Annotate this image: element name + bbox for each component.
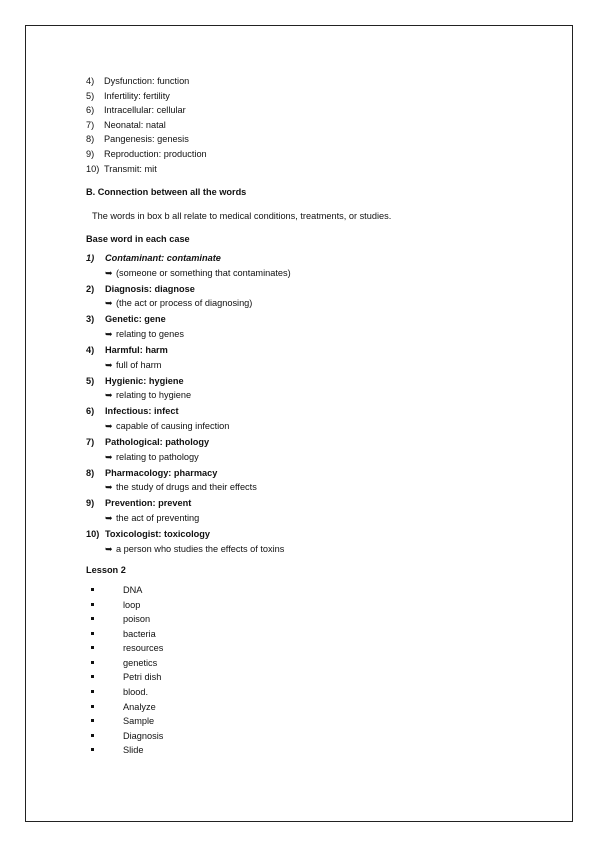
list-item: Petri dish bbox=[86, 670, 546, 685]
bullet-icon bbox=[91, 588, 94, 591]
bullet-icon bbox=[91, 748, 94, 751]
entry-definition: ➥ the study of drugs and their effects bbox=[86, 480, 546, 495]
arrow-icon: ➥ bbox=[105, 298, 113, 309]
entry-title: 10) Toxicologist: toxicology bbox=[86, 529, 210, 540]
entry-definition: ➥ (the act or process of diagnosing) bbox=[86, 296, 546, 311]
arrow-icon: ➥ bbox=[105, 267, 113, 278]
entry-title: 9) Prevention: prevent bbox=[86, 498, 192, 509]
list-item: blood. bbox=[86, 685, 546, 700]
entry-title: 4) Harmful: harm bbox=[86, 345, 168, 355]
arrow-icon: ➥ bbox=[105, 420, 113, 431]
bullet-icon bbox=[91, 675, 94, 678]
entry-definition: ➥ capable of causing infection bbox=[86, 419, 546, 434]
bullet-icon bbox=[91, 719, 94, 722]
arrow-icon: ➥ bbox=[105, 359, 113, 370]
bullet-icon bbox=[91, 617, 94, 620]
lesson-2-list bbox=[86, 583, 546, 758]
entry-definition: ➥ (someone or something that contaminates) bbox=[86, 266, 546, 281]
entry-title: 7) Pathological: pathology bbox=[86, 437, 210, 448]
base-word-entries bbox=[86, 251, 546, 556]
entry-title: 8) Pharmacology: pharmacy bbox=[86, 467, 218, 478]
entry-title: 1) Contaminant: contaminate bbox=[86, 252, 221, 263]
lesson-2-heading: Lesson 2 bbox=[86, 565, 126, 576]
arrow-icon: ➥ bbox=[105, 328, 113, 339]
word-list bbox=[86, 74, 546, 176]
arrow-icon: ➥ bbox=[105, 513, 113, 524]
list-item: Analyze bbox=[86, 700, 546, 715]
bullet-icon bbox=[91, 646, 94, 649]
list-item: 4) Dysfunction: function bbox=[86, 76, 190, 86]
list-item: 10) Transmit: mit bbox=[86, 163, 157, 174]
entry-definition: ➥ full of harm bbox=[86, 358, 546, 373]
bullet-icon bbox=[91, 661, 94, 664]
document-page bbox=[25, 25, 573, 822]
list-item: Diagnosis bbox=[86, 729, 546, 744]
bullet-icon bbox=[91, 603, 94, 606]
arrow-icon: ➥ bbox=[105, 482, 113, 493]
arrow-icon: ➥ bbox=[105, 543, 113, 554]
entry-definition: ➥ the act of preventing bbox=[86, 511, 546, 526]
list-item: DNA bbox=[86, 583, 546, 598]
list-item: 8) Pangenesis: genesis bbox=[86, 134, 189, 145]
entry-definition: ➥ relating to hygiene bbox=[86, 388, 546, 403]
entry-definition: ➥ relating to genes bbox=[86, 327, 546, 342]
bullet-icon bbox=[91, 690, 94, 693]
bullet-icon bbox=[91, 734, 94, 737]
list-item: bacteria bbox=[86, 627, 546, 642]
base-word-heading: Base word in each case bbox=[86, 234, 190, 245]
entry-definition: ➥ relating to pathology bbox=[86, 450, 546, 465]
entry-definition: ➥ a person who studies the effects of toxins bbox=[86, 542, 546, 557]
list-item: loop bbox=[86, 598, 546, 613]
entry-title: 3) Genetic: gene bbox=[86, 314, 166, 325]
list-item: Slide bbox=[86, 743, 546, 758]
entry-title: 5) Hygienic: hygiene bbox=[86, 375, 184, 386]
list-item: poison bbox=[86, 612, 546, 627]
arrow-icon: ➥ bbox=[105, 451, 113, 462]
list-item: 7) Neonatal: natal bbox=[86, 119, 166, 130]
bullet-icon bbox=[91, 632, 94, 635]
section-b-heading: B. Connection between all the words bbox=[86, 187, 247, 198]
arrow-icon: ➥ bbox=[105, 390, 113, 401]
bullet-icon bbox=[91, 705, 94, 708]
document-content bbox=[86, 74, 546, 758]
list-item: Sample bbox=[86, 714, 546, 729]
entry-title: 6) Infectious: infect bbox=[86, 406, 179, 417]
list-item: resources bbox=[86, 641, 546, 656]
list-item: genetics bbox=[86, 656, 546, 671]
list-item: 9) Reproduction: production bbox=[86, 148, 207, 159]
list-item: 6) Intracellular: cellular bbox=[86, 105, 186, 116]
list-item: 5) Infertility: fertility bbox=[86, 90, 170, 101]
section-b-paragraph: The words in box b all relate to medical conditions, treatments, or studies. bbox=[92, 210, 392, 221]
entry-title: 2) Diagnosis: diagnose bbox=[86, 283, 195, 294]
